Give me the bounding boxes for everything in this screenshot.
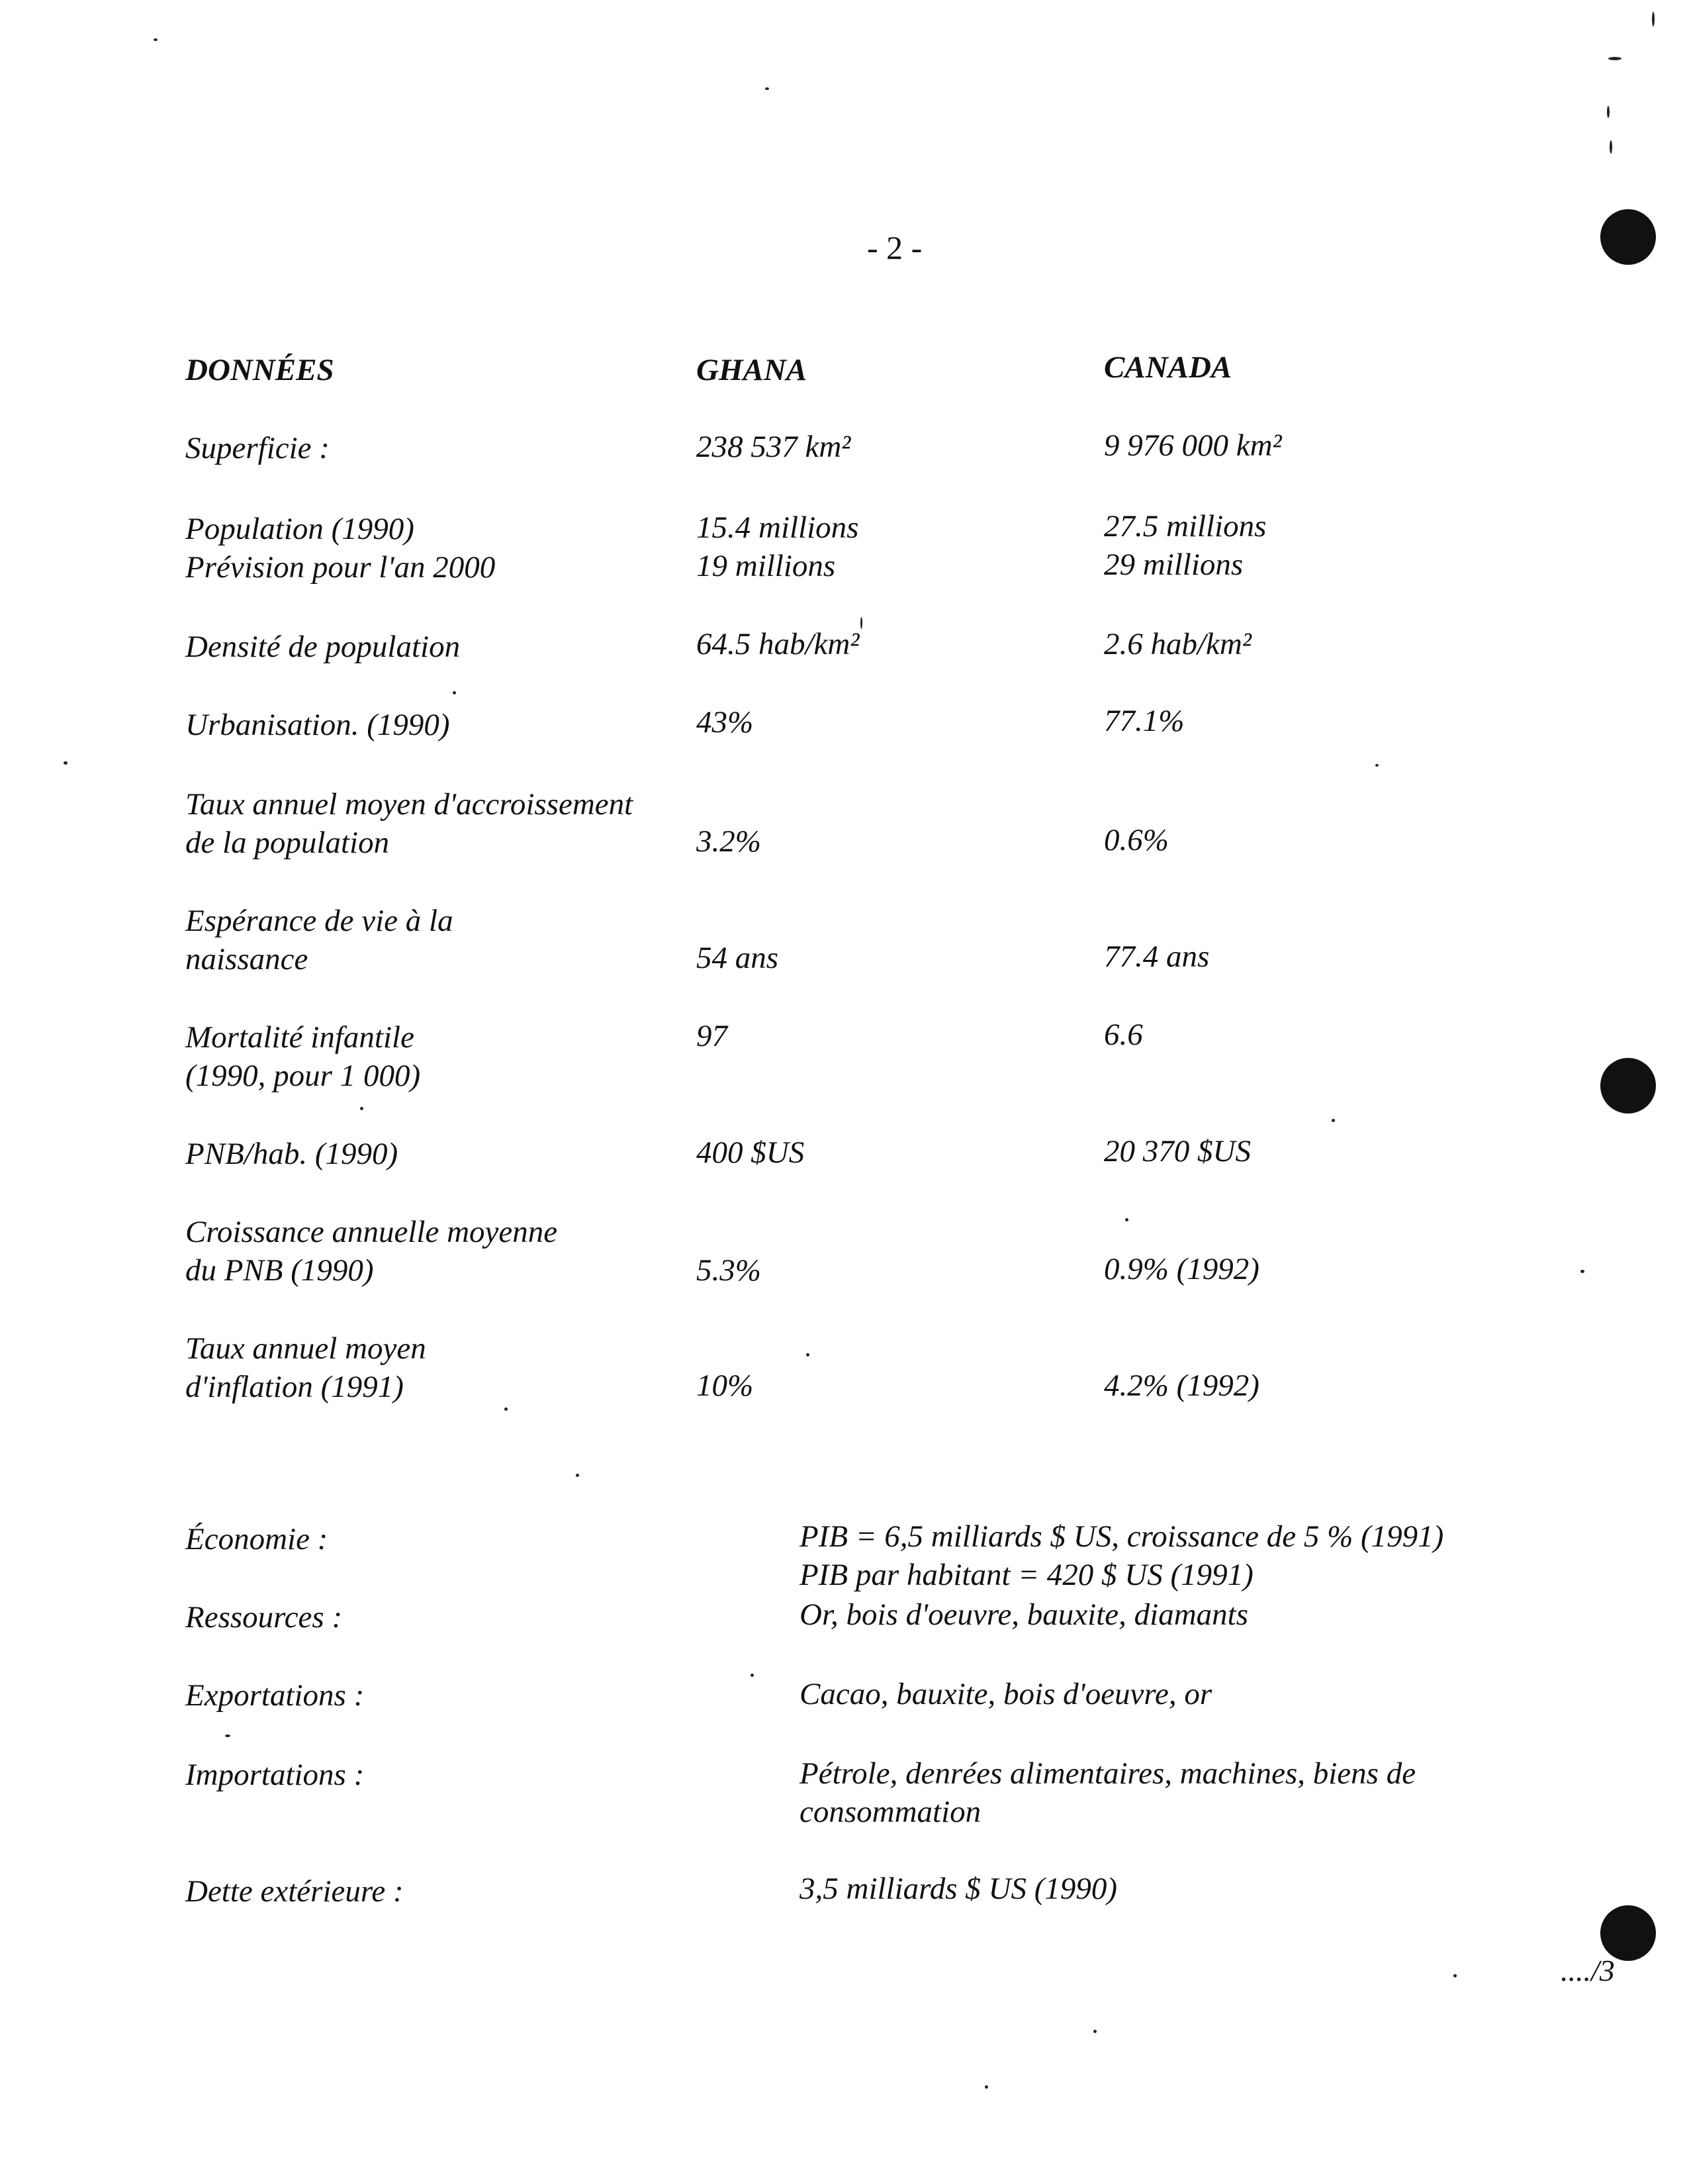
binder-hole-middle [1600,1058,1656,1114]
scan-speck [765,87,769,90]
detail-dette-value: 3,5 milliards $ US (1990) [799,1872,1118,1906]
scan-speck [860,617,862,629]
row-croissance-canada: 0.9% (1992) [1104,1252,1259,1286]
row-accroissement-ghana: 3.2% [696,824,761,859]
scan-speck [1453,1974,1457,1977]
detail-ressources-label: Ressources : [185,1600,343,1635]
detail-economie-value-2: PIB par habitant = 420 $ US (1991) [799,1558,1254,1592]
scan-speck [1332,1119,1335,1122]
row-mortalite-canada: 6.6 [1104,1018,1143,1052]
row-accroissement-label-2: de la population [185,826,390,860]
row-croissance-label-1: Croissance annuelle moyenne [185,1215,558,1249]
row-accroissement-canada: 0.6% [1104,823,1169,857]
row-croissance-label-2: du PNB (1990) [185,1253,374,1288]
detail-importations-label: Importations : [185,1758,365,1792]
detail-economie-value-1: PIB = 6,5 milliards $ US, croissance de 5 % (1991) [799,1519,1444,1554]
detail-dette-label: Dette extérieure : [185,1874,404,1909]
row-inflation-canada: 4.2% (1992) [1104,1368,1259,1403]
row-urbanisation-canada: 77.1% [1104,704,1185,738]
scan-speck [1608,57,1621,60]
row-superficie-label: Superficie : [185,431,330,465]
row-inflation-label-1: Taux annuel moyen [185,1331,426,1366]
row-pnb-ghana: 400 $US [696,1135,805,1170]
binder-hole-bottom [1600,1905,1656,1961]
row-population-ghana-1: 15.4 millions [696,510,859,545]
continuation-reference: ..../3 [1561,1954,1615,1987]
row-population-canada-2: 29 millions [1104,547,1244,582]
scan-speck [1125,1218,1128,1221]
row-pnb-label: PNB/hab. (1990) [185,1137,398,1171]
row-esperance-ghana: 54 ans [696,941,779,975]
row-inflation-label-2: d'inflation (1991) [185,1370,404,1404]
row-esperance-label-2: naissance [185,942,308,976]
page-number: - 2 - [867,229,923,266]
row-mortalite-ghana: 97 [696,1019,727,1053]
scan-speck [1610,140,1612,154]
row-accroissement-label-1: Taux annuel moyen d'accroissement [185,787,633,822]
detail-exportations-label: Exportations : [185,1678,365,1713]
header-ghana: GHANA [696,353,807,387]
row-population-ghana-2: 19 millions [696,549,836,583]
row-densite-ghana: 64.5 hab/km² [696,627,860,661]
row-mortalite-label-1: Mortalité infantile [185,1020,414,1055]
row-densite-label: Densité de population [185,630,461,664]
detail-importations-value-2: consommation [799,1795,981,1829]
detail-economie-label: Économie : [185,1522,328,1556]
row-population-label-1: Population (1990) [185,512,414,546]
header-donnees: DONNÉES [185,353,334,387]
scan-speck [64,761,68,765]
row-population-label-2: Prévision pour l'an 2000 [185,550,496,585]
scan-speck [576,1474,579,1477]
row-croissance-ghana: 5.3% [696,1253,761,1288]
row-population-canada-1: 27.5 millions [1104,509,1267,544]
detail-importations-value-1: Pétrole, denrées alimentaires, machines, biens de [799,1756,1416,1791]
scan-speck [154,38,158,41]
row-esperance-label-1: Espérance de vie à la [185,904,453,938]
detail-exportations-value: Cacao, bauxite, bois d'oeuvre, or [799,1677,1212,1711]
scan-speck [1093,2030,1097,2033]
scan-speck [1607,106,1610,118]
row-urbanisation-ghana: 43% [696,705,754,739]
scan-speck [1580,1270,1584,1273]
row-esperance-canada: 77.4 ans [1104,939,1210,974]
row-superficie-canada: 9 976 000 km² [1104,428,1282,463]
binder-hole-top [1600,209,1656,265]
header-canada: CANADA [1104,350,1232,385]
scan-speck [453,691,456,694]
scan-speck [360,1107,363,1110]
scan-speck [806,1353,809,1356]
scan-speck [1652,12,1655,26]
row-densite-canada: 2.6 hab/km² [1104,627,1252,661]
scan-speck [985,2085,988,2089]
row-mortalite-label-2: (1990, pour 1 000) [185,1059,421,1093]
scan-speck [504,1407,508,1411]
row-pnb-canada: 20 370 $US [1104,1134,1251,1168]
scan-speck [751,1674,754,1677]
row-inflation-ghana: 10% [696,1368,754,1403]
detail-ressources-value: Or, bois d'oeuvre, bauxite, diamants [799,1597,1248,1632]
scan-speck [225,1734,230,1737]
row-urbanisation-label: Urbanisation. (1990) [185,708,450,742]
scan-speck [1375,764,1379,767]
row-superficie-ghana: 238 537 km² [696,430,851,464]
